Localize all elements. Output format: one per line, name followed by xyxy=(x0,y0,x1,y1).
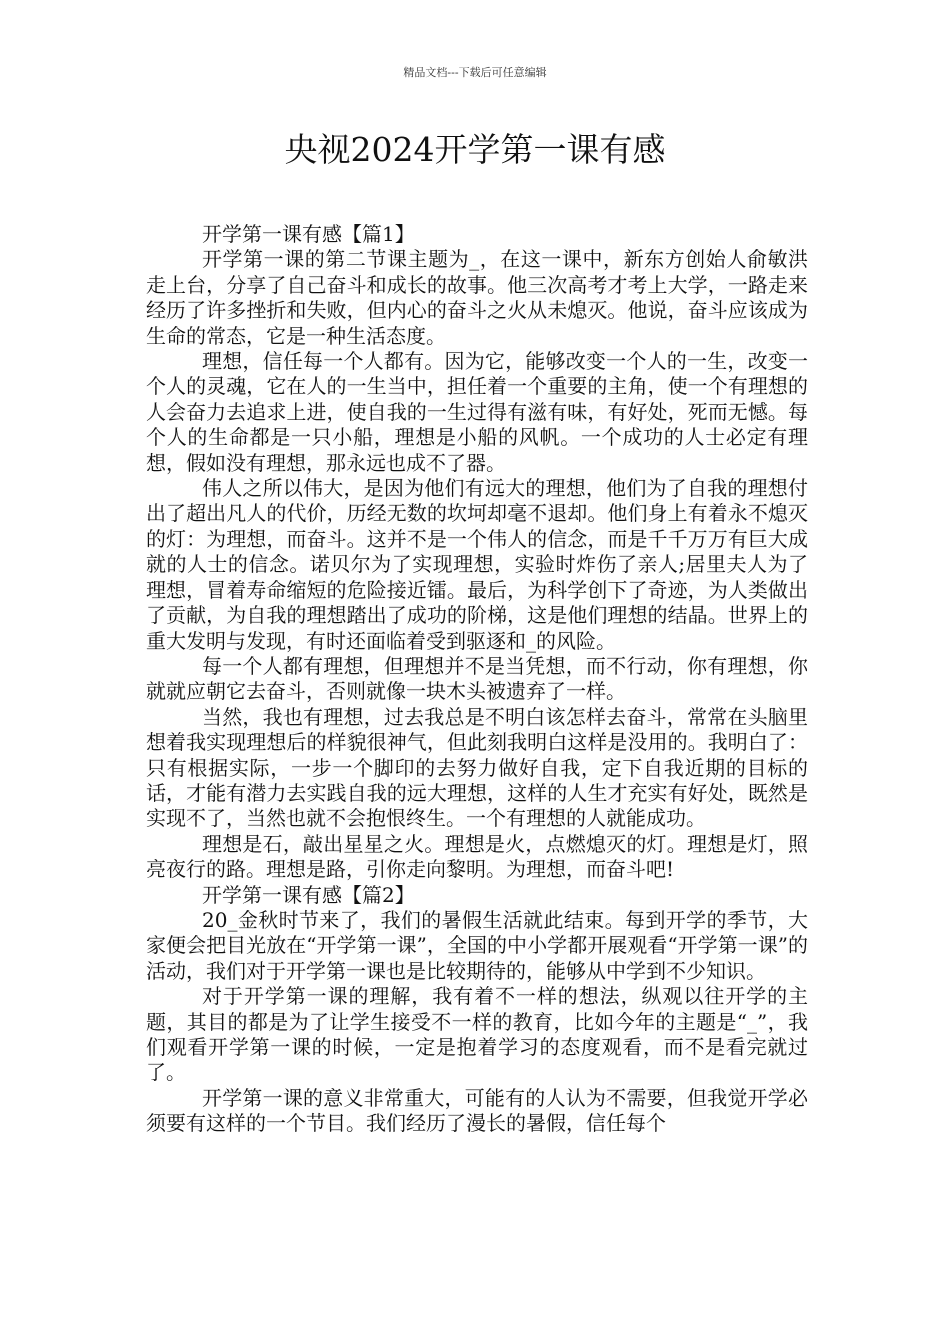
paragraph: 理想是石，敲出星星之火。理想是火，点燃熄灭的灯。理想是灯，照亮夜行的路。理想是路，引你走向黎明。为理想，而奋斗吧! xyxy=(146,831,808,882)
paragraph: 开学第一课的意义非常重大，可能有的人认为不需要，但我觉开学必须要有这样的一个节目。我们经历了漫长的暑假，信任每个 xyxy=(146,1085,808,1136)
paragraph: 当然，我也有理想，过去我总是不明白该怎样去奋斗，常常在头脑里想着我实现理想后的样貌很神气，但此刻我明白这样是没用的。我明白了：只有根据实际，一步一个脚印的去努力做好自我，定下自我近期的目标的话，才能有潜力去实践自我的远大理想，这样的人生才充实有好处，既然是实现不了，当然也就不会抱恨终生。一个有理想的人就能成功。 xyxy=(146,704,808,831)
section-heading-1: 开学第一课有感【篇1】 xyxy=(202,222,415,246)
document-body xyxy=(146,222,808,1137)
header-note: 精品文档---下载后可任意编辑 xyxy=(403,66,547,79)
paragraph: 每一个人都有理想，但理想并不是当凭想，而不行动，你有理想，你就就应朝它去奋斗，否则就像一块木头被遗弃了一样。 xyxy=(146,653,808,704)
paragraph: 伟人之所以伟大，是因为他们有远大的理想，他们为了自我的理想付出了超出凡人的代价，历经无数的坎坷却毫不退却。他们身上有着永不熄灭的灯：为理想，而奋斗。这并不是一个伟人的信念，而是千千万万有巨大成就的人士的信念。诺贝尔为了实现理想，实验时炸伤了亲人;居里夫人为了理想，冒着寿命缩短的危险接近镭。最后，为科学创下了奇迹，为人类做出了贡献，为自我的理想踏出了成功的阶梯，这是他们理想的结晶。世界上的重大发明与发现，有时还面临着受到驱逐和_的风险。 xyxy=(146,476,808,653)
section-heading-2: 开学第一课有感【篇2】 xyxy=(202,882,415,907)
paragraph: 开学第一课的第二节课主题为_，在这一课中，新东方创始人俞敏洪走上台，分享了自己奋斗和成长的故事。他三次高考才考上大学，一路走来经历了许多挫折和失败，但内心的奋斗之火从未熄灭。他说，奋斗应该成为生命的常态，它是一种生活态度。 xyxy=(146,247,808,348)
paragraph: 理想，信任每一个人都有。因为它，能够改变一个人的一生，改变一个人的灵魂，它在人的一生当中，担任着一个重要的主角，使一个有理想的人会奋力去追求上进，使自我的一生过得有滋有味，有好处，死而无憾。每个人的生命都是一只小船，理想是小船的风帆。一个成功的人士必定有理想，假如没有理想，那永远也成不了器。 xyxy=(146,349,808,475)
document-title: 央视2024开学第一课有感 xyxy=(284,130,666,169)
paragraph: 对于开学第一课的理解，我有着不一样的想法，纵观以往开学的主题，其目的都是为了让学生接受不一样的教育，比如今年的主题是“_”，我们观看开学第一课的时候，一定是抱着学习的态度观看，而不是看完就过了。 xyxy=(146,984,808,1085)
paragraph: 20_金秋时节来了，我们的暑假生活就此结束。每到开学的季节，大家便会把目光放在“开学第一课”，全国的中小学都开展观看“开学第一课”的活动，我们对于开学第一课也是比较期待的，能够从中学到不少知识。 xyxy=(146,907,808,983)
